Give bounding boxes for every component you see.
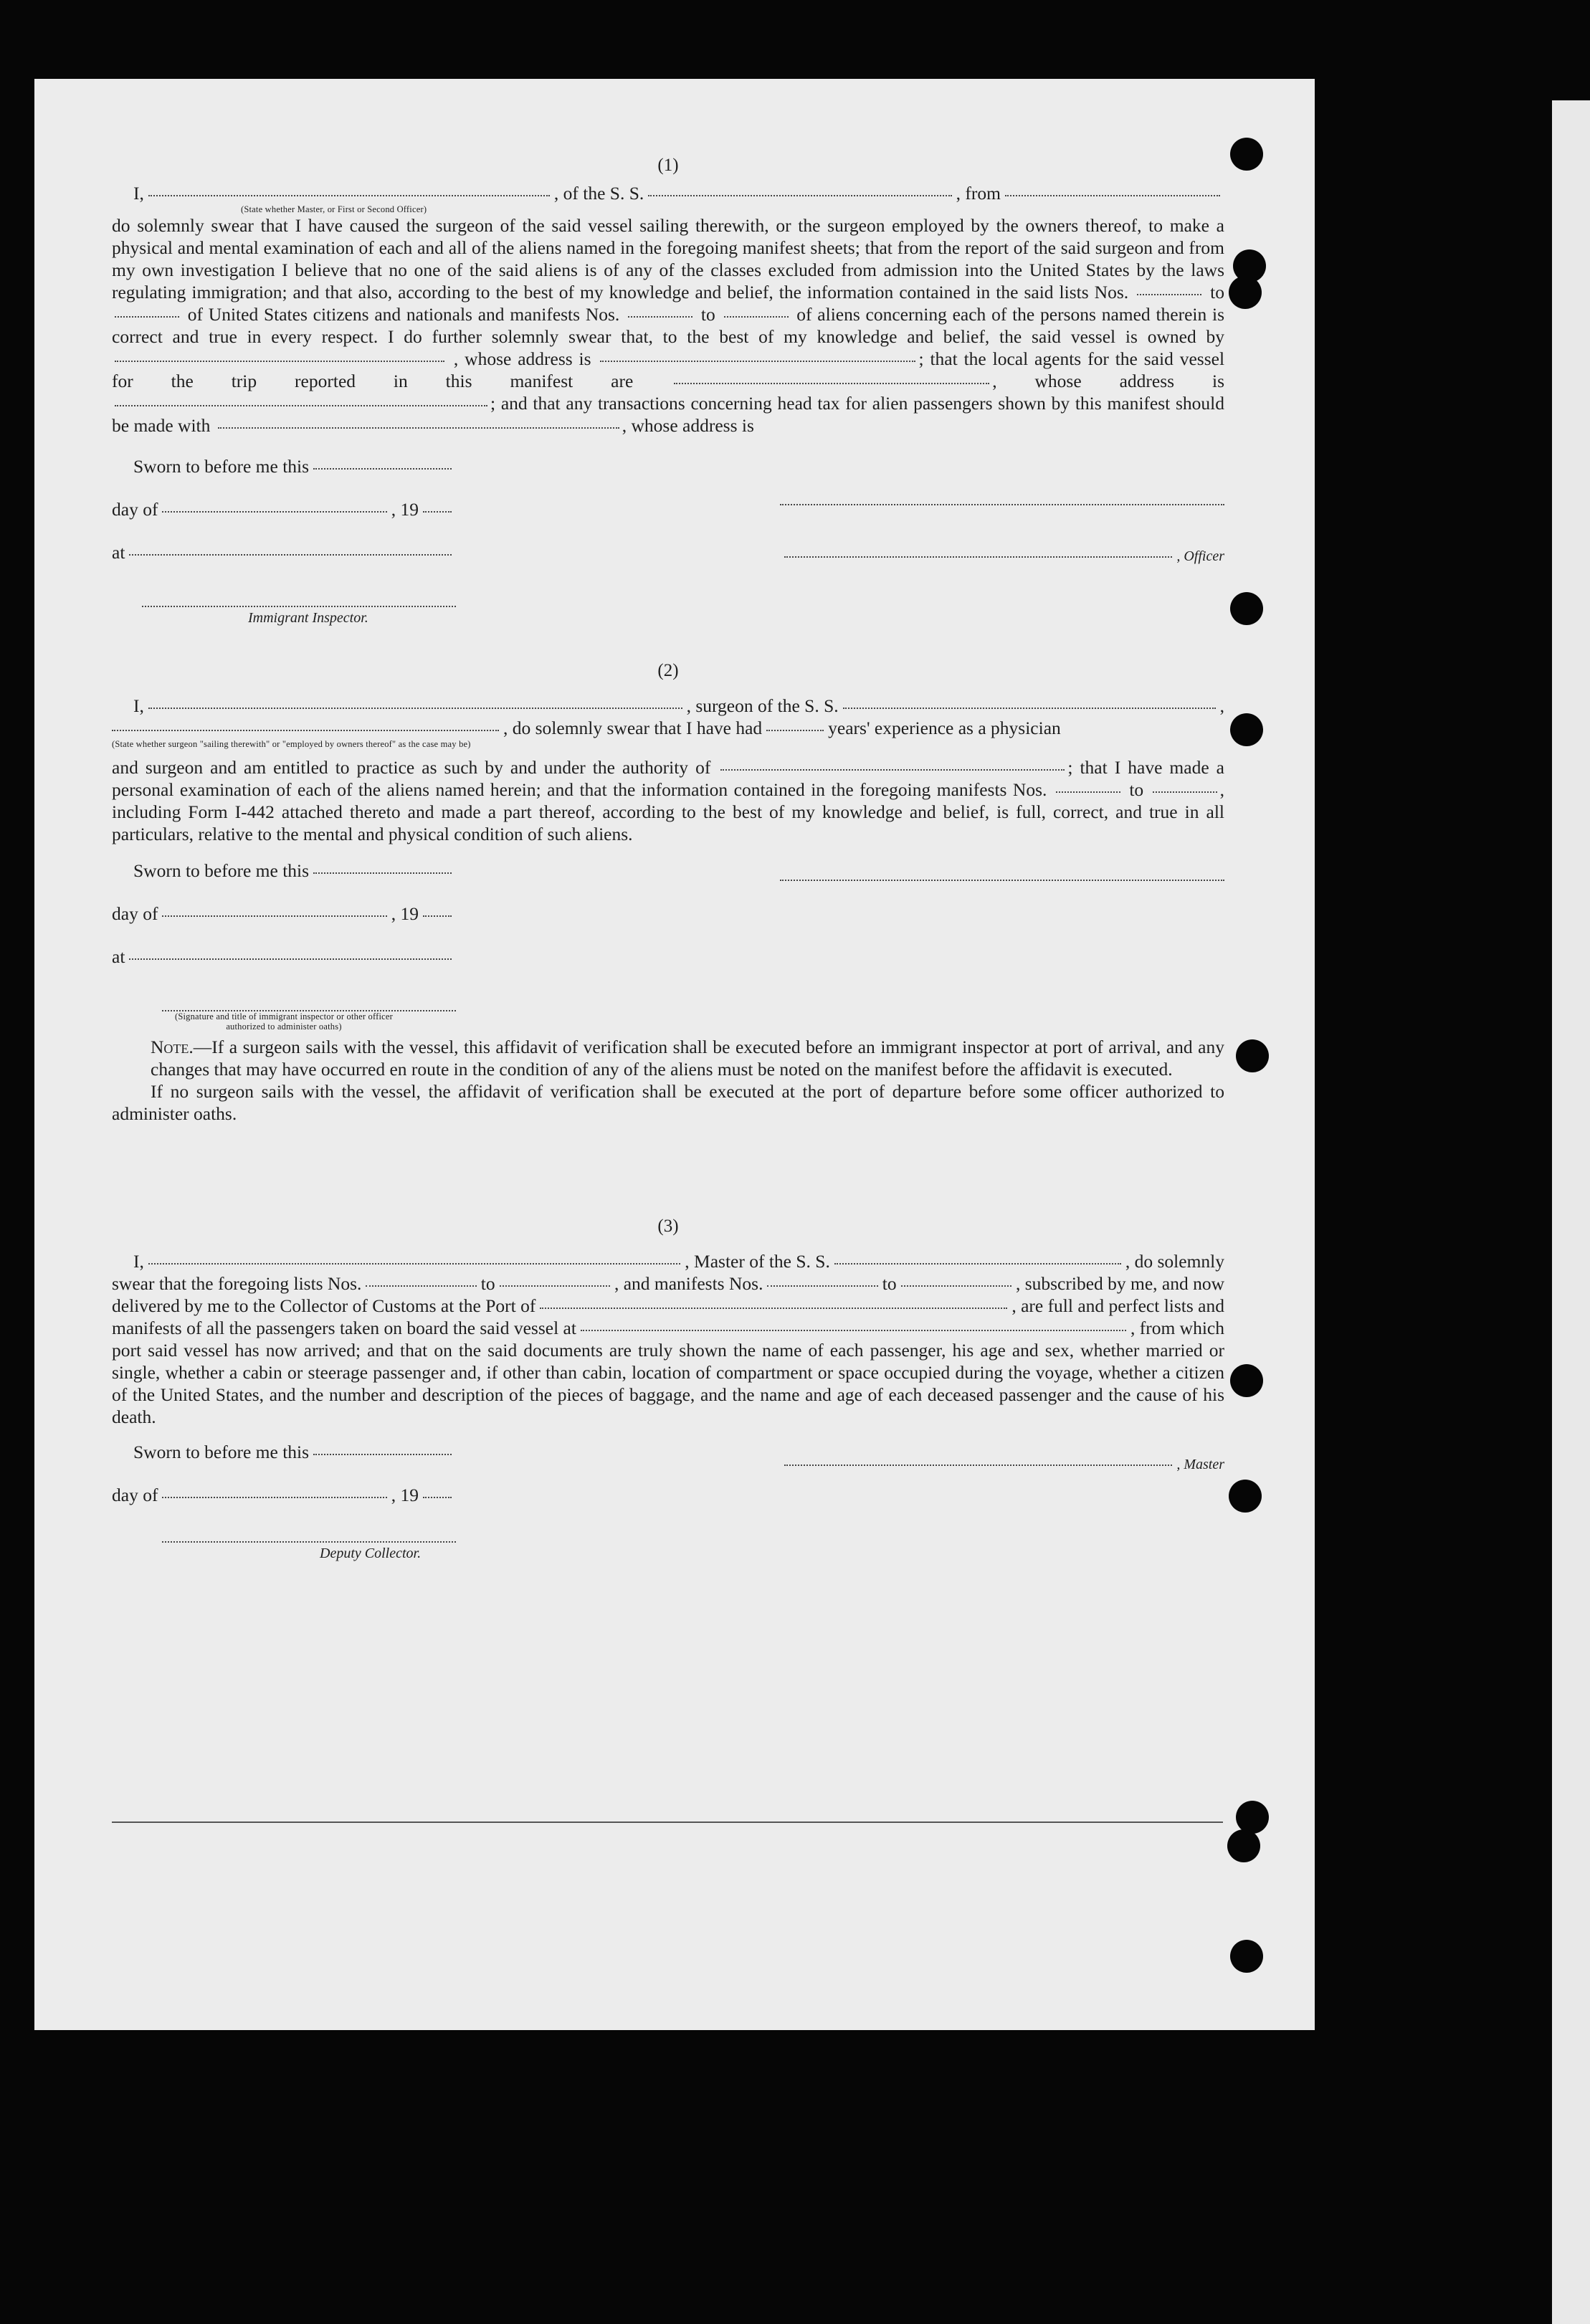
local-agents-field[interactable] [674, 383, 989, 384]
manifest-from-field[interactable] [628, 316, 692, 318]
note-paragraph [112, 1080, 1224, 1125]
surgeon-signature-field[interactable] [780, 858, 1224, 881]
ship-name-field[interactable] [648, 195, 951, 196]
master-signature-field[interactable] [784, 1465, 1172, 1466]
line-text: , of the S. S. [553, 183, 644, 204]
deputy-label: Deputy Collector. [320, 1546, 422, 1561]
sworn-line [112, 859, 456, 903]
ship-name-field[interactable] [843, 708, 1216, 709]
surgeon-status-line [112, 717, 1224, 739]
section-3-signatures [112, 1441, 1224, 1565]
paragraph-text: ; and that any transactions concerning head tax for alien passengers shown by this manifest should be made with [112, 393, 1224, 436]
paragraph-text: of United States citizens and nationals and manifests Nos. [187, 304, 620, 325]
line-text: , surgeon of the S. S. [686, 695, 839, 716]
to-word: to [480, 1273, 495, 1294]
year-field[interactable] [423, 915, 452, 917]
note-block [112, 1036, 1224, 1125]
lists-to-field[interactable] [500, 1285, 610, 1287]
line-text: , do solemnly swear that I have had [503, 718, 763, 738]
section-2-body: and surgeon and am entitled to practice as such by and under the authority of ; that I have made a personal examination of each of the aliens named herein; and that the information contained in the foregoing manifests Nos. to , including Form I-442 attached thereto and made a part thereof, according to the best of my knowledge and belief, is full, correct, and true in all particulars, relative to the mental and physical condition of such aliens. [112, 757, 1225, 844]
manifest-from-field[interactable] [767, 1285, 877, 1287]
at-line [112, 946, 456, 989]
year-label: , 19 [391, 1485, 419, 1505]
sworn-label: Sworn to before me this [133, 860, 310, 881]
section-3 [112, 1215, 1224, 1565]
month-field[interactable] [162, 915, 386, 917]
surgeon-name-field[interactable] [148, 708, 682, 709]
line-text: , from [956, 183, 1001, 204]
years-field[interactable] [766, 730, 824, 731]
sworn-line [112, 455, 456, 498]
owner-field[interactable] [115, 361, 444, 362]
line-text: years' experience as a physician [828, 718, 1061, 738]
year-field[interactable] [423, 511, 452, 513]
manifest-to-field[interactable] [901, 1285, 1011, 1287]
sworn-label: Sworn to before me this [133, 456, 310, 477]
master-name-field[interactable] [148, 1263, 680, 1265]
note-text: If no surgeon sails with the vessel, the affidavit of verification shall be executed at the port of departure before some officer authorized to administer oaths. [112, 1081, 1224, 1124]
punch-hole [1236, 1801, 1269, 1834]
paragraph-text: that the local agents for the said vessel for the trip reported in this manifest are [112, 348, 1225, 391]
line-text: , Master of the S. S. [685, 1251, 830, 1272]
to-word: to [700, 304, 715, 325]
punch-hole [1230, 713, 1263, 746]
line-text: I, [133, 1251, 144, 1272]
punch-hole [1230, 592, 1263, 625]
ship-name-field[interactable] [834, 1263, 1121, 1265]
lists-from-field[interactable] [366, 1285, 476, 1287]
punch-hole [1230, 1364, 1263, 1397]
sworn-line [112, 1441, 456, 1484]
section-number: (1) [657, 156, 679, 175]
sworn-day-field[interactable] [313, 468, 452, 470]
punch-hole [1236, 1039, 1269, 1072]
departure-port-field[interactable] [1005, 195, 1220, 196]
sworn-day-field[interactable] [313, 872, 452, 874]
officer-name-field[interactable] [784, 556, 1172, 558]
manifest-to-field[interactable] [724, 316, 789, 318]
section-number: (2) [657, 661, 679, 680]
line-text: swear that the foregoing lists Nos. [112, 1273, 362, 1294]
deputy-signature-field[interactable] [162, 1527, 456, 1543]
head-tax-contact-field[interactable] [218, 427, 619, 429]
note-text: —If a surgeon sails with the vessel, this affidavit of verification shall be executed before an immigrant inspector at port of arrival, and any changes that may have occurred en route in the condition of any of the aliens must be noted on the manifest before the affidavit is executed. [151, 1037, 1224, 1080]
oath-block [112, 455, 456, 629]
officer-block [780, 482, 1224, 629]
punch-hole [1229, 276, 1262, 309]
officer-line [112, 182, 1224, 204]
sworn-label: Sworn to before me this [133, 1442, 310, 1462]
form-content [112, 154, 1224, 1565]
inspector-signature-field[interactable] [142, 584, 456, 607]
bottom-divider [112, 1821, 1223, 1823]
master-signature-block [780, 1454, 1224, 1565]
day-of-label: day of [112, 499, 158, 520]
paragraph-text: that I have made a personal examination of each of the aliens named herein; and that the information contained in the foregoing manifests Nos. [112, 757, 1224, 800]
year-label: , 19 [391, 499, 419, 520]
line-text: manifests of all the passengers taken on board the said vessel at [112, 1318, 576, 1338]
line-text: I, [133, 695, 144, 716]
at-label: at [112, 946, 125, 967]
oath-block [112, 859, 456, 1032]
line-text: , subscribed by me, and now [1015, 1273, 1225, 1294]
punch-hole [1230, 1940, 1263, 1973]
section-1-signatures [112, 455, 1224, 629]
section-1-body: do solemnly swear that I have caused the surgeon of the said vessel sailing therewith, or the surgeon employed by the owners thereof, to make a physical and mental examination of each and all of the aliens named in the foregoing manifest sheets; that from the report of the said surgeon and from my own investigation I believe that no one of the said aliens is of any of the classes excluded from admission into the United States by the laws regulating immigration; and that also, according to the best of my knowledge and belief, the information contained in the said lists Nos. to of United States citizens and nationals and manifests Nos. to of aliens concerning each of the persons named therein is correct and true in every respect. I do further solemnly swear that, to the best of my knowledge and belief, the said vessel is owned by , whose address is ; that the local agents for the said vessel for the trip reported in this manifest are , whose address is ; and that any transactions concerning head tax for alien passengers shown by this manifest should be made with , whose address is [112, 215, 1225, 436]
at-line [112, 541, 456, 584]
officer-line [780, 546, 1224, 568]
surgeon-line: I, , surgeon of the S. S. , [133, 695, 1224, 716]
paragraph-text: , including Form I-442 attached thereto and made a part thereof, according to the best of my knowledge and belief, is full, correct, and true in all particulars, relative to the mental and physical condition of such aliens. [112, 779, 1225, 844]
form-page [34, 79, 1315, 2030]
year-field[interactable] [423, 1497, 452, 1498]
paragraph-text: , whose address is [622, 415, 754, 436]
field-caption: (State whether Master, or First or Second Officer) [241, 204, 427, 214]
owner-address-field[interactable] [600, 361, 915, 362]
agents-address-field[interactable] [115, 405, 487, 406]
sworn-day-field[interactable] [313, 1454, 452, 1455]
section-3-body [112, 1339, 1224, 1428]
note-label: Note. [151, 1037, 194, 1057]
port-line [112, 1295, 1224, 1317]
punch-hole [1230, 138, 1263, 171]
line-text: , from which [1130, 1318, 1224, 1338]
lists-from-field[interactable] [1137, 294, 1201, 295]
lists-line [112, 1272, 1224, 1295]
to-word: to [1129, 779, 1144, 800]
boarding-port-field[interactable] [581, 1330, 1126, 1331]
officer-title-field[interactable] [148, 195, 550, 196]
oath-block [112, 1441, 456, 1565]
line-text: delivered by me to the Collector of Customs at the Port of [112, 1295, 536, 1316]
adjacent-page-strip [1552, 100, 1590, 2324]
authority-field[interactable] [720, 769, 1065, 771]
official-signature-field[interactable] [162, 989, 456, 1011]
section-2-signatures [112, 858, 1224, 1032]
master-signature-line [780, 1454, 1224, 1476]
to-word: to [882, 1273, 897, 1294]
signature-caption: (Signature and title of immigrant inspector or other officer authorized to administer oaths) [174, 1011, 394, 1032]
punch-hole [1229, 1480, 1262, 1513]
section-1 [112, 154, 1224, 629]
master-label: , Master [1176, 1457, 1224, 1472]
paragraph-text: of aliens concerning each of the persons named therein is correct and true in every respect. I do further solemnly swear that, to the best of my knowledge and belief, the said vessel is owned by [112, 304, 1225, 347]
day-of-label: day of [112, 1485, 158, 1505]
port-field[interactable] [540, 1308, 1007, 1309]
line-text: , do solemnly [1125, 1251, 1224, 1272]
at-label: at [112, 542, 125, 563]
day-line [112, 1484, 456, 1527]
paragraph-text: and surgeon and am entitled to practice as such by and under the authority of [112, 757, 711, 778]
lists-to-field[interactable] [115, 316, 179, 318]
paragraph-text: port said vessel has now arrived; and that on the said documents are truly shown the name of each passenger, his age and sex, whether married or single, whether a cabin or steerage passenger and, if other than cabin, location of compartment or space occupied during the voyage, whether a citizen of the United States, and the number and description of the pieces of baggage, and the name and age of each deceased passenger and the cause of his death. [112, 1340, 1224, 1427]
inspector-label: Immigrant Inspector. [248, 610, 368, 626]
line-text: , and manifests Nos. [614, 1273, 763, 1294]
month-field[interactable] [162, 1497, 386, 1498]
manifest-from-field[interactable] [1056, 791, 1120, 793]
place-field[interactable] [129, 554, 452, 556]
master-line [112, 1250, 1224, 1272]
to-word: to [1210, 282, 1225, 303]
manifest-to-field[interactable] [1153, 791, 1217, 793]
section-number: (3) [657, 1216, 679, 1236]
month-field[interactable] [162, 511, 386, 513]
boarding-line [112, 1317, 1224, 1339]
line-text: I, [133, 183, 144, 204]
place-field[interactable] [129, 958, 452, 960]
day-of-label: day of [112, 903, 158, 924]
paragraph-text: whose address is [1034, 371, 1224, 391]
day-line [112, 498, 456, 541]
year-label: , 19 [391, 903, 419, 924]
punch-hole [1227, 1829, 1260, 1862]
field-caption: (State whether surgeon "sailing therewith" or "employed by owners thereof" as the case may be) [112, 739, 471, 749]
line-text: , are full and perfect lists and [1011, 1295, 1224, 1316]
section-2 [112, 659, 1224, 1125]
surgeon-signature-block [780, 858, 1224, 1032]
surgeon-status-field[interactable] [112, 730, 499, 731]
day-line [112, 903, 456, 946]
paragraph-text: , whose address is [453, 348, 591, 369]
paragraph-text: do solemnly swear that I have caused the surgeon of the said vessel sailing therewith, or the surgeon employed by the owners thereof, to make a physical and mental examination of each and all of the aliens named in the foregoing manifest sheets; that from the report of the said surgeon and from my own investigation I believe that no one of the said aliens is of any of the classes excluded from admission into the United States by the laws regulating immigration; and that also, according to the best of my knowledge and belief, the information contained in the said lists Nos. [112, 215, 1224, 303]
officer-label: , Officer [1176, 548, 1224, 564]
officer-signature-field[interactable] [780, 482, 1224, 505]
